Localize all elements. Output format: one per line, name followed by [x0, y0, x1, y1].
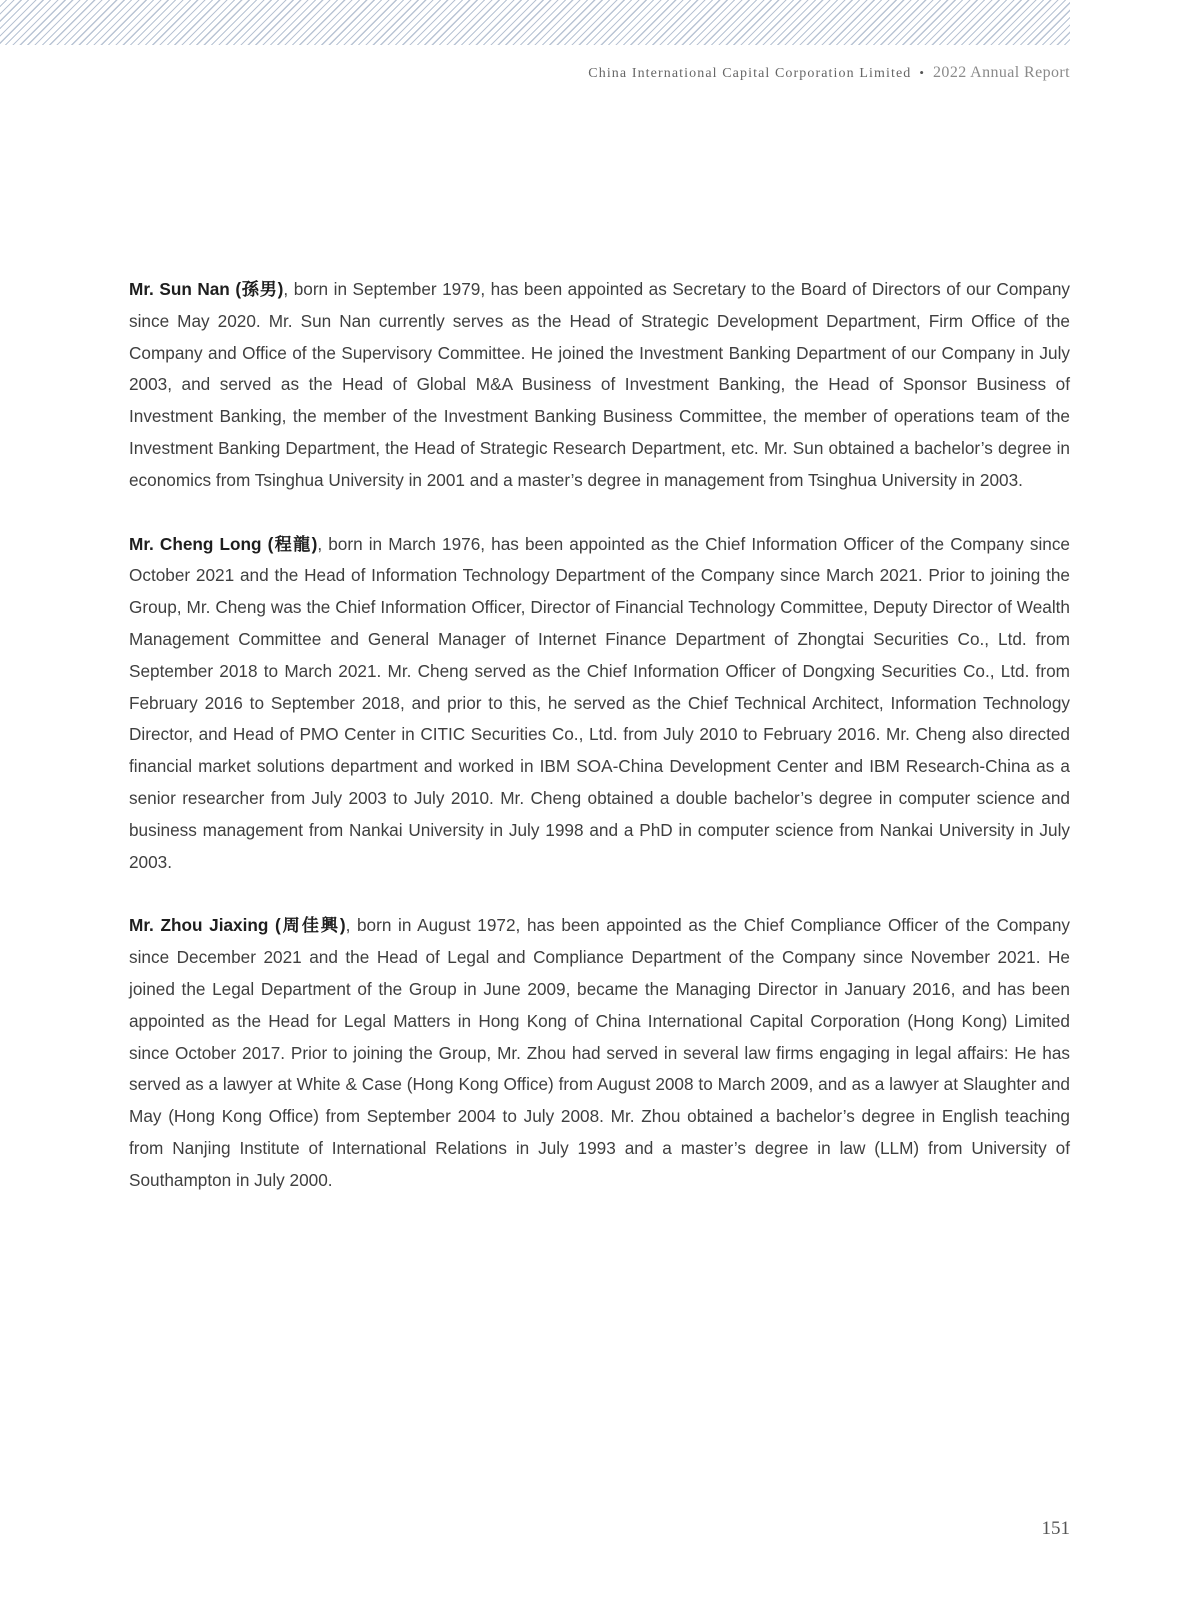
bio-text: , born in September 1979, has been appointed as Secretary to the Board of Directors of our Company since May 2020. Mr. Sun Nan currently serves as the Head of Strategic Development Department, Firm Office of the Company and Office of the Supervisory Committee. He joined the Investment Banking Department of our Company in July 2003, and served as the Head of Global M&A Business of Investment Banking, the Head of Sponsor Business of Investment Banking, the member of the Investment Banking Business Committee, the member of operations team of the Investment Banking Department, the Head of Strategic Research Department, etc. Mr. Sun obtained a bachelor’s degree in economics from Tsinghua University in 2001 and a master’s degree in management from Tsinghua University in 2003. [129, 279, 1070, 490]
bio-zhou-jiaxing [129, 910, 1070, 1196]
bio-sun-nan [129, 274, 1070, 497]
header-report-title: 2022 Annual Report [933, 64, 1070, 81]
header-company-name: China International Capital Corporation Limited [588, 66, 912, 81]
running-header [588, 64, 1070, 82]
header-separator: • [919, 65, 926, 80]
bio-text: , born in August 1972, has been appointed as the Chief Compliance Officer of the Company since December 2021 and the Head of Legal and Compliance Department of the Company since November 2021. He joined the Legal Department of the Group in June 2009, became the Managing Director in January 2016, and has been appointed as the Head for Legal Matters in Hong Kong of China International Capital Corporation (Hong Kong) Limited since October 2017. Prior to joining the Group, Mr. Zhou had served in several law firms engaging in legal affairs: He has served as a lawyer at White & Case (Hong Kong Office) from August 2008 to March 2009, and as a lawyer at Slaughter and May (Hong Kong Office) from September 2004 to July 2008. Mr. Zhou obtained a bachelor’s degree in English teaching from Nanjing Institute of International Relations in July 1993 and a master’s degree in law (LLM) from University of Southampton in July 2000. [129, 915, 1071, 1190]
bio-cheng-long [129, 529, 1070, 879]
bio-name: Mr. Zhou Jiaxing (周佳興) [129, 915, 346, 936]
decorative-hatch-band [0, 0, 1070, 45]
bio-name: Mr. Sun Nan (孫男) [129, 279, 284, 299]
bio-name: Mr. Cheng Long (程龍) [129, 533, 318, 554]
bio-text: , born in March 1976, has been appointed as the Chief Information Officer of the Company since October 2021 and the Head of Information Technology Department of the Company since March 2021. Prior to joining the Group, Mr. Cheng was the Chief Information Officer, Director of Financial Technology Committee, Deputy Director of Wealth Management Committee and General Manager of Internet Finance Department of Zhongtai Securities Co., Ltd. from September 2018 to March 2021. Mr. Cheng served as the Chief Information Officer of Dongxing Securities Co., Ltd. from February 2016 to September 2018, and prior to this, he served as the Chief Technical Architect, Information Technology Director, and Head of PMO Center in CITIC Securities Co., Ltd. from July 2010 to February 2016. Mr. Cheng also directed financial market solutions department and worked in IBM SOA-China Development Center and IBM Research-China as a senior researcher from July 2003 to July 2010. Mr. Cheng obtained a double bachelor’s degree in computer science and business management from Nankai University in July 1998 and a PhD in computer science from Nankai University in July 2003. [129, 533, 1070, 872]
page-number: 151 [1041, 1518, 1070, 1539]
biographies-section [129, 274, 1070, 1229]
